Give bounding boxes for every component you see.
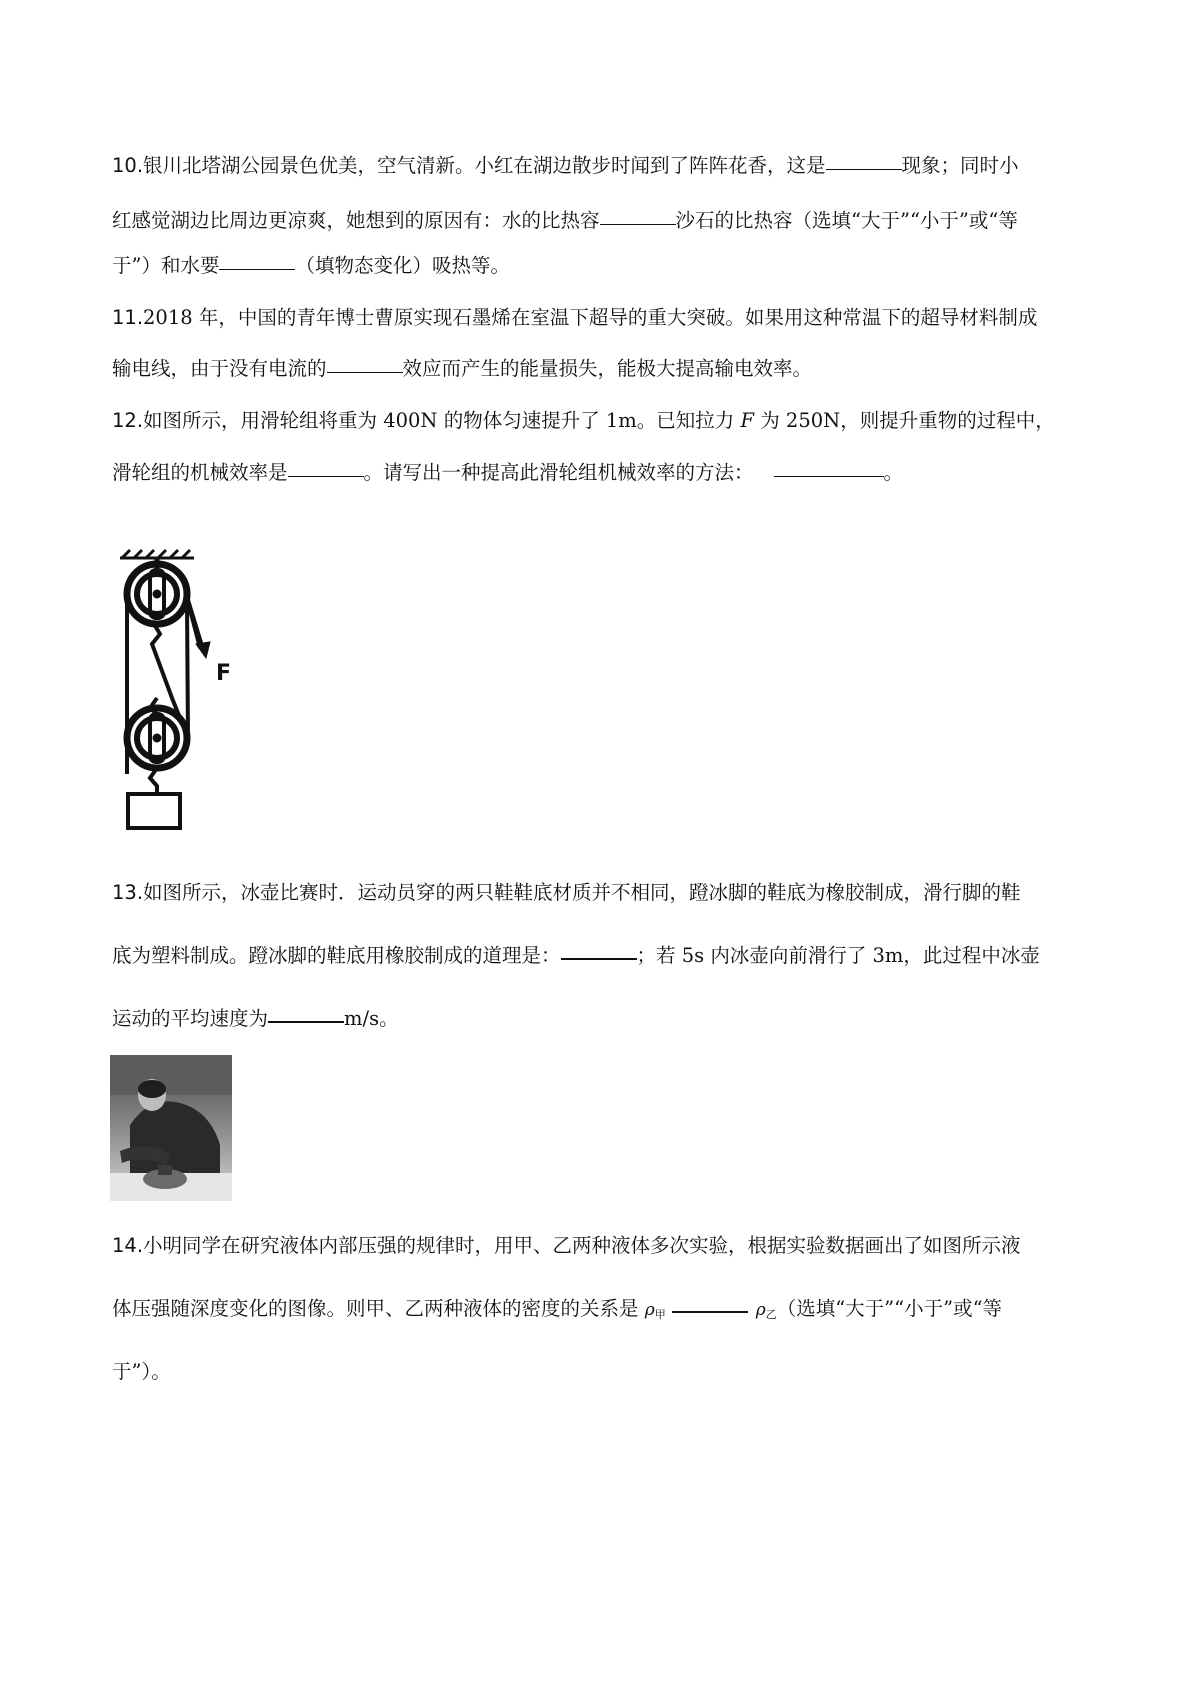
question-text: 2018 年，中国的青年博士曹原实现石墨烯在室温下超导的重大突破。如果用这种常温下的超导材料制成 [143,306,1038,329]
load-block [128,794,180,828]
fixed-pulley [127,558,187,624]
question-text: 银川北塔湖公园景色优美，空气清新。小红在湖边散步时闻到了阵阵花香，这是 [143,154,826,177]
question-text: 沙石的比热容（选填“大于”“小于”或“等 [675,209,1018,232]
answer-blank[interactable] [774,475,884,477]
question-text: 滑轮组的机械效率是 [112,461,288,484]
density-symbol: ρ [644,1300,655,1320]
question-text: 于”）。 [112,1360,171,1383]
question-number: 14. [112,1234,144,1257]
question-text: 现象；同时小 [901,154,1019,177]
answer-blank[interactable] [219,268,295,270]
movable-pulley [127,698,187,794]
question-text: （选填“大于”“小于”或“等 [776,1297,1003,1320]
force-symbol: F [740,409,755,432]
question-text: 小明同学在研究液体内部压强的规律时，用甲、乙两种液体多次实验，根据实验数据画出了如图所示液 [143,1234,1021,1257]
density-subscript: 甲 [654,1308,666,1321]
question-text: 为 250N，则提升重物的过程中， [754,409,1055,432]
question-text: ；若 5s 内冰壶向前滑行了 3m，此过程中冰壶 [636,944,1040,967]
question-text: 于”）和水要 [112,254,220,277]
answer-blank[interactable] [561,957,637,960]
curling-photo [110,1055,232,1201]
answer-blank[interactable] [288,475,364,477]
question-text: 输电线，由于没有电流的 [112,357,327,380]
force-arrow [188,600,210,658]
answer-blank[interactable] [672,1310,748,1313]
question-text: 。请写出一种提高此滑轮组机械效率的方法： [363,461,754,484]
density-subscript: 乙 [765,1308,777,1321]
question-text: 如图所示，用滑轮组将重为 400N 的物体匀速提升了 1m。已知拉力 [143,409,741,432]
question-text: 运动的平均速度为 [112,1007,269,1030]
question-text: （填物态变化）吸热等。 [295,254,510,277]
question-text: 如图所示，冰壶比赛时．运动员穿的两只鞋鞋底材质并不相同，蹬冰脚的鞋底为橡胶制成，滑行脚的鞋 [143,881,1021,904]
question-text: 体压强随深度变化的图像。则甲、乙两种液体的密度的关系是 [112,1297,645,1320]
question-number: 13. [112,881,144,904]
question-text: 底为塑料制成。蹬冰脚的鞋底用橡胶制成的道理是： [112,944,561,967]
ceiling-hatch [120,550,194,558]
density-symbol: ρ [755,1300,766,1320]
force-label: F [216,661,232,686]
answer-blank[interactable] [826,168,902,170]
question-text: 红感觉湖边比周边更凉爽，她想到的原因有：水的比热容 [112,209,600,232]
answer-blank[interactable] [268,1020,344,1023]
question-number: 11. [112,306,144,329]
question-number: 12. [112,409,144,432]
question-number: 10. [112,154,144,177]
pulley-system-figure [110,548,240,838]
answer-blank[interactable] [327,371,403,373]
answer-blank[interactable] [600,223,676,225]
question-text: 。 [883,461,904,484]
question-text: 效应而产生的能量损失，能极大提高输电效率。 [402,357,813,380]
question-text: m/s。 [344,1007,399,1030]
